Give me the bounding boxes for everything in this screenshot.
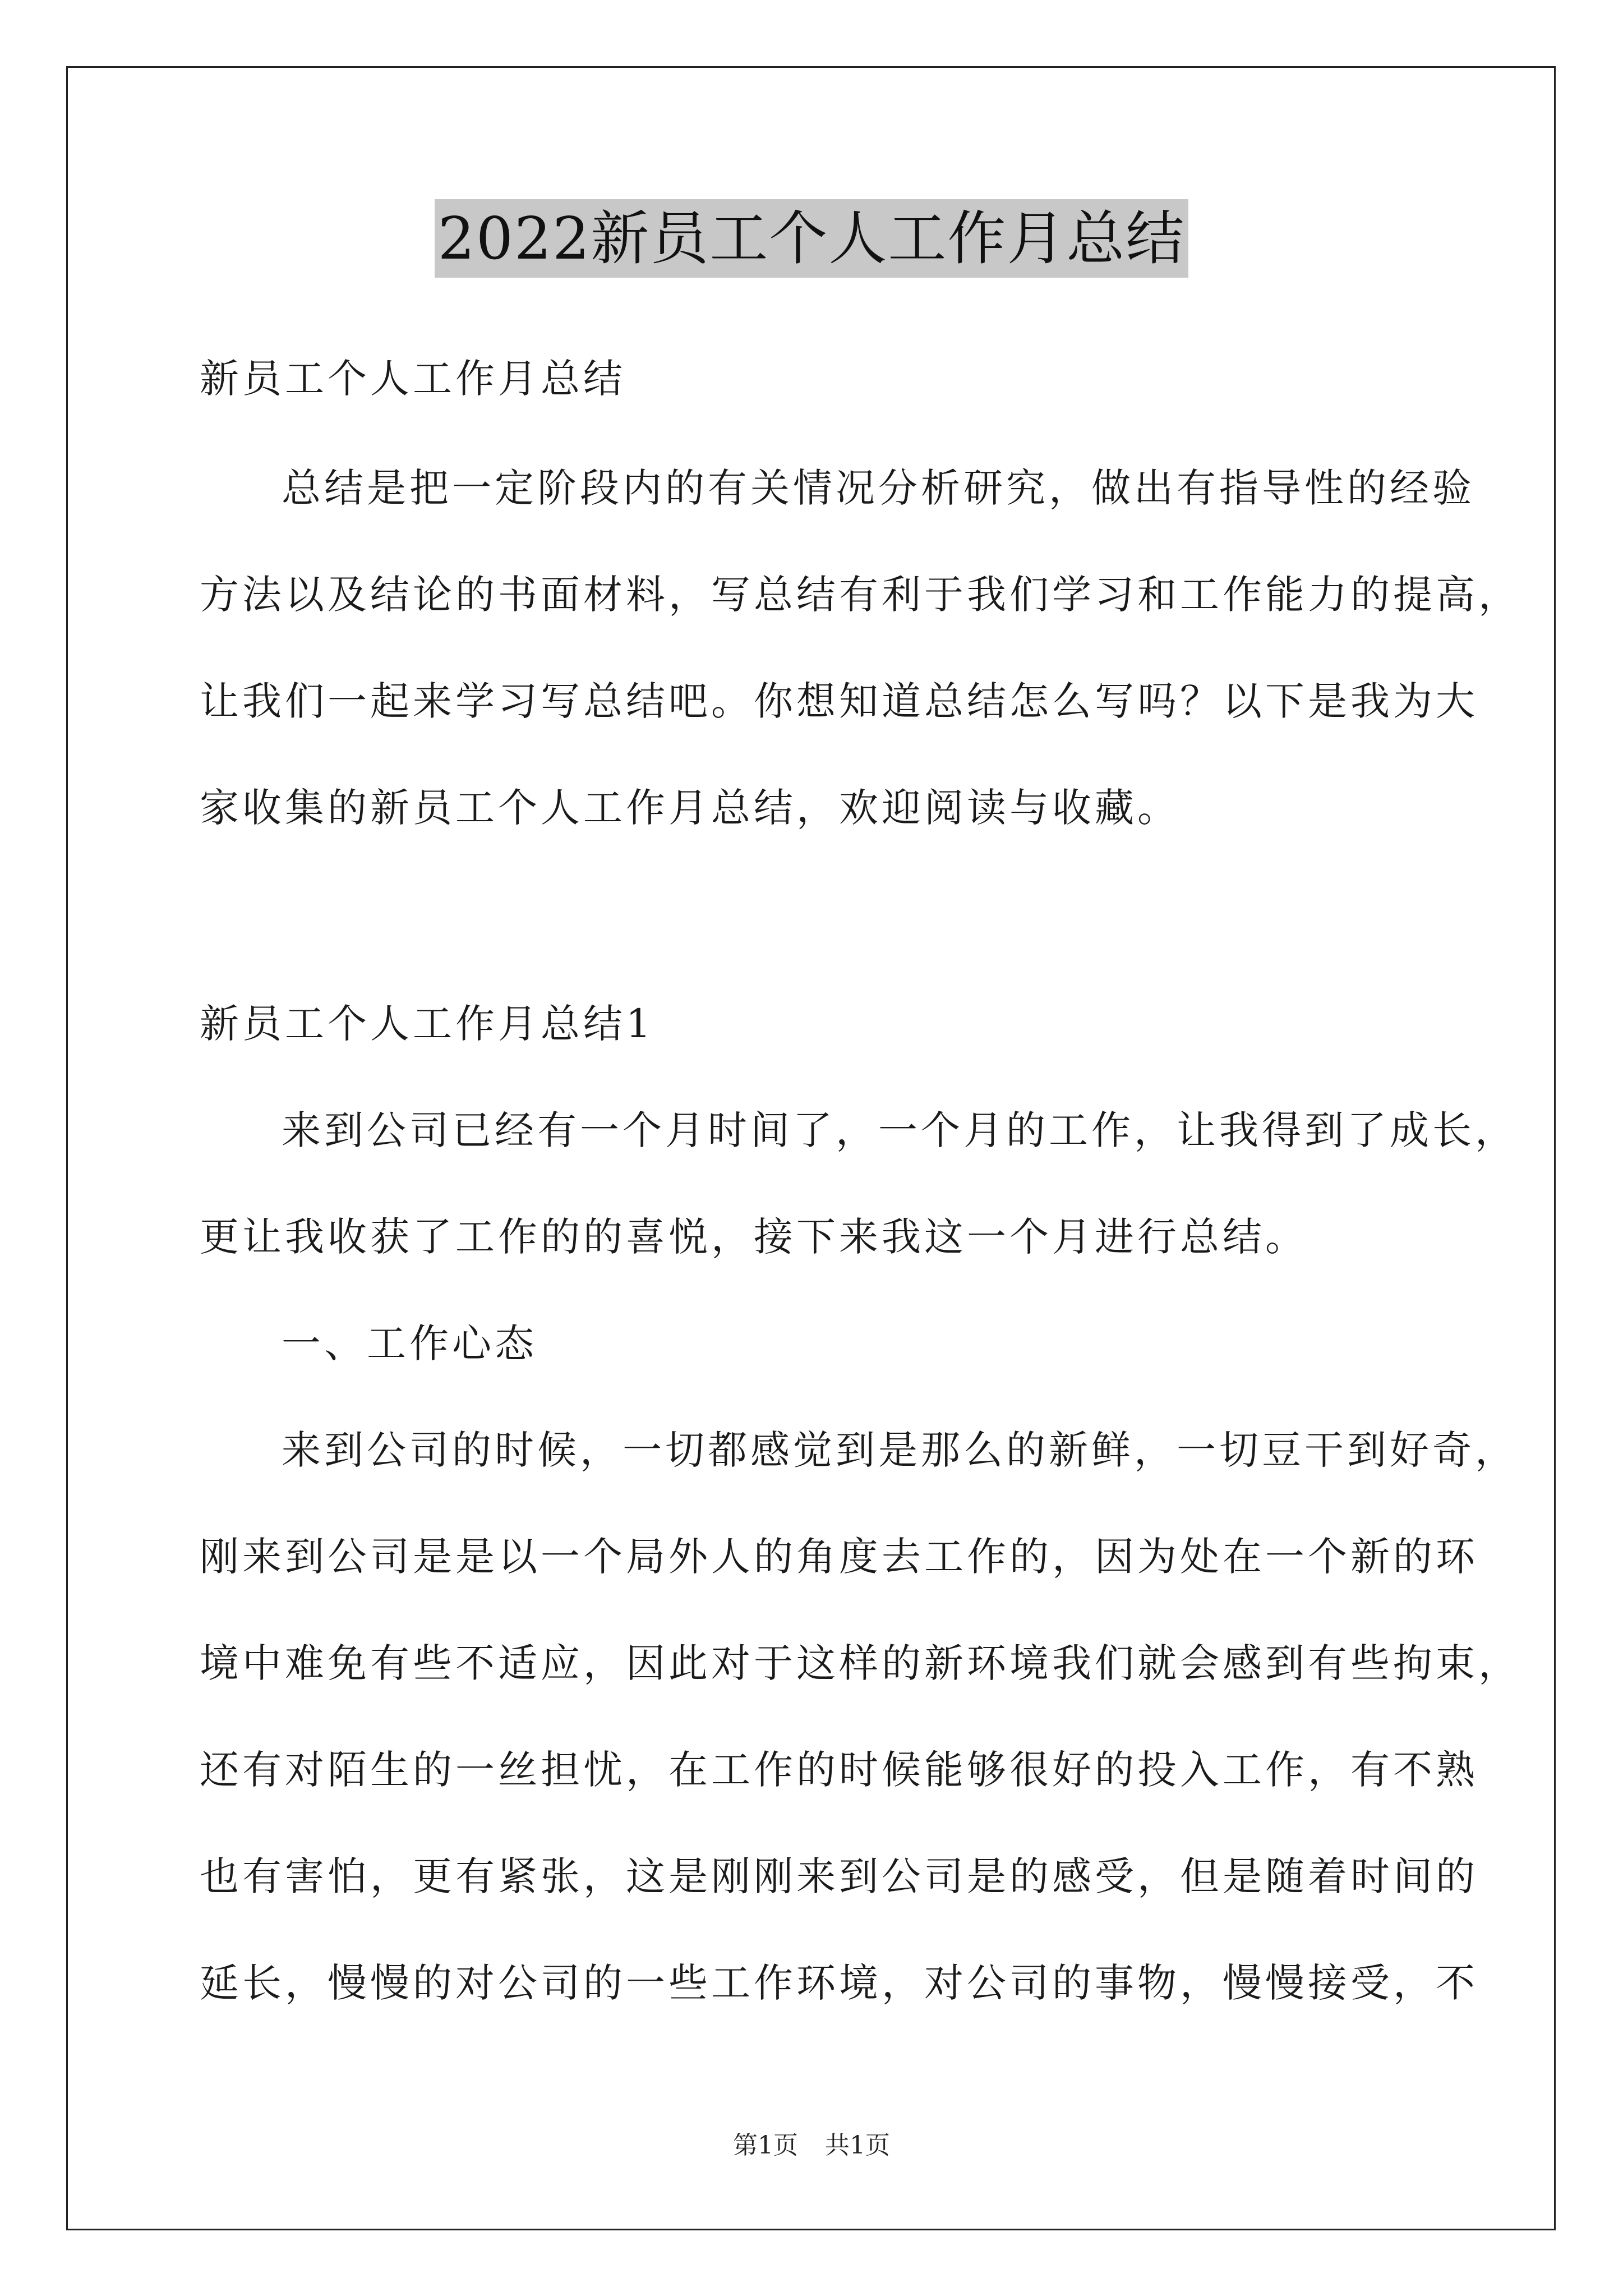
title-wrap (0, 199, 1623, 278)
section-heading: 新员工个人工作月总结1 (200, 1001, 654, 1047)
paragraph-line: 方法以及结论的书面材料，写总结有利于我们学习和工作能力的提高， (200, 572, 1521, 618)
paragraph-line: 也有害怕，更有紧张，这是刚刚来到公司是的感受，但是随着时间的 (200, 1853, 1478, 1899)
paragraph-line: 来到公司的时候，一切都感觉到是那么的新鲜，一切豆干到好奇， (282, 1427, 1518, 1473)
document-title: 2022新员工个人工作月总结 (435, 199, 1189, 278)
paragraph-line: 境中难免有些不适应，因此对于这样的新环境我们就会感到有些拘束， (200, 1640, 1521, 1686)
paragraph-line: 来到公司已经有一个月时间了，一个月的工作，让我得到了成长， (282, 1107, 1518, 1153)
subsection-heading: 一、工作心态 (282, 1320, 537, 1366)
paragraph-line: 还有对陌生的一丝担忧，在工作的时候能够很好的投入工作，有不熟 (200, 1747, 1478, 1793)
paragraph-line: 总结是把一定阶段内的有关情况分析研究，做出有指导性的经验 (282, 465, 1475, 511)
page-number: 第1页 (733, 2131, 798, 2160)
paragraph-line: 家收集的新员工个人工作月总结，欢迎阅读与收藏。 (200, 785, 1180, 831)
page-total: 共1页 (825, 2131, 890, 2160)
paragraph-line: 刚来到公司是是以一个局外人的角度去工作的，因为处在一个新的环 (200, 1534, 1478, 1580)
subtitle-line: 新员工个人工作月总结 (200, 356, 626, 402)
paragraph-line: 延长，慢慢的对公司的一些工作环境，对公司的事物，慢慢接受，不 (200, 1960, 1478, 2006)
paragraph-line: 让我们一起来学习写总结吧。你想知道总结怎么写吗？以下是我为大 (200, 678, 1478, 724)
page-footer (0, 2129, 1623, 2162)
paragraph-line: 更让我收获了工作的的喜悦，接下来我这一个月进行总结。 (200, 1214, 1308, 1260)
